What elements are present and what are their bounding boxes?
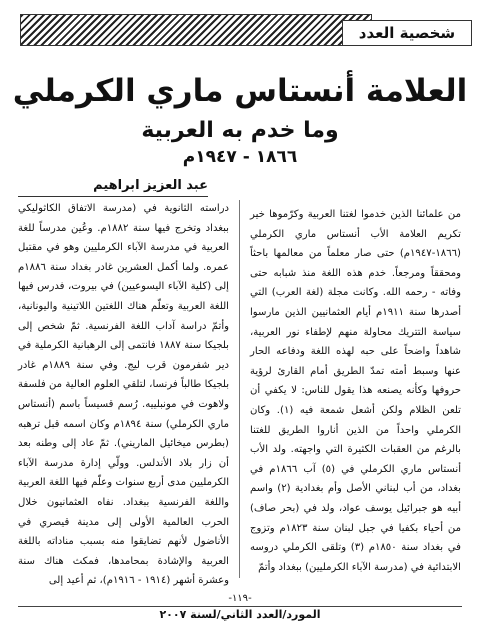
article-title: العلامة أنستاس ماري الكرملي xyxy=(12,73,468,109)
article-subtitle: وما خدم به العربية xyxy=(141,118,339,143)
header-band xyxy=(0,6,480,56)
text-column-right: من علمائنا الذين خدموا لغتنا العربية وكرّموها خير تكريم العلامة الأب أنستاس ماري الكرملي (١٨٦٦-١٩٤٧م) حتى صار معلماً من معالمها باحثاً ومحققاً ومرجعاً. خدم هذه اللغة منذ شبابه حتى وفاته - رحمه الله. وكانت مجلة (لغة العرب) التي أصدرها سنة ١٩١١م أيام العثمانيين الذين مارسوا سياسة التتريك محاولة منهم لإطفاء نور العربية، شاهداً واضحاً على حبه لهذه اللغة ودفاعه الحار عنها وسبط أمته تمدّ الطريق أمام القارئ لرؤية حروفها وكأنه يصنعه هذا يقول للناس: لا يكفي أن تلعن الظلام ولكن أشعل شمعة فيه (١). وكان الكرملي واحداً من الذين أناروا الطريق للغتنا بالرغم من العقبات الكثيرة التي واجهته. ولد الأب أنستاس ماري الكرملي في (٥) آب ١٨٦٦م في بغداد، من أب لبناني الأصل وأم بغدادية (٢) واسم أبيه هو جبرائيل يوسف عواد، ولد في (بحر صاف) من أحياء بكفيا في جبل لبنان سنة ١٨٢٣م وتزوج في بغداد سنة ١٨٥٠م (٣) وتلقى الكرملي دروسه الابتدائية في (مدرسة الآباء الكرمليين) ببغداد وأتمّ xyxy=(250,209,462,573)
author-underline xyxy=(18,196,208,197)
column-divider xyxy=(239,200,240,578)
article-years: ١٨٦٦ - ١٩٤٧م xyxy=(182,147,298,167)
author-name: عبد العزيز ابراهيم xyxy=(93,178,208,193)
page-number: -١١٩- xyxy=(228,593,252,604)
hatched-banner xyxy=(20,14,372,46)
footer-issue-text: المورد/العدد الثاني/لسنة ٢٠٠٧ xyxy=(159,608,321,621)
section-tag: شخصية العدد xyxy=(342,20,472,46)
footer-rule xyxy=(18,606,462,607)
text-column-left: دراسته الثانوية في (مدرسة الاتفاق الكاثوليكي ببغداد وتخرج فيها سنة ١٨٨٢م. وعُين مدرساً للغة العربية في مدرسة الآباء الكرمليين وهو في مقتبل عمره. ولما أكمل العشرين غادر بغداد سنة ١٨٨٦م إلى (كلية الآباء اليسوعيين) في بيروت، فدرس فيها اللغة العربية وتعلّم هناك اللغتين اللاتينية واليونانية، وأتمّ دراسة آداب اللغة الفرنسية. ثمّ شخص إلى بلجيكا سنة ١٨٨٧ فانتمى إلى الرهبانية الكرملية في دير شفرمون قرب ليج. وفي سنة ١٨٨٩م غادر بلجيكا طالباً فرنسا، لتلقي العلوم العالية من فلسفة ولاهوت في مونبلييه. رُسم قسيساً باسم (أنستاس ماري الكرملي) سنة ١٨٩٤م وكان اسمه قبل ترهبه (بطرس ميخائيل الماريني). ثمّ عاد إلى وطنه بعد أن زار بلاد الأندلس. وولّي إدارة مدرسة الآباء الكرمليين مدى أربع سنوات وعلّم فيها اللغة العربية واللغة الفرنسية ببغداد. نفاه العثمانيون خلال الحرب العالمية الأولى إلى مدينة قيصري في الأناضول لأنهم تضايقوا منه بسبب مناداته باللغة العربية والإشادة بمحامدها، فمكث هناك سنة وعشرة أشهر (١٩١٤ - ١٩١٦م)، ثم أعيد إلى xyxy=(18,203,230,587)
